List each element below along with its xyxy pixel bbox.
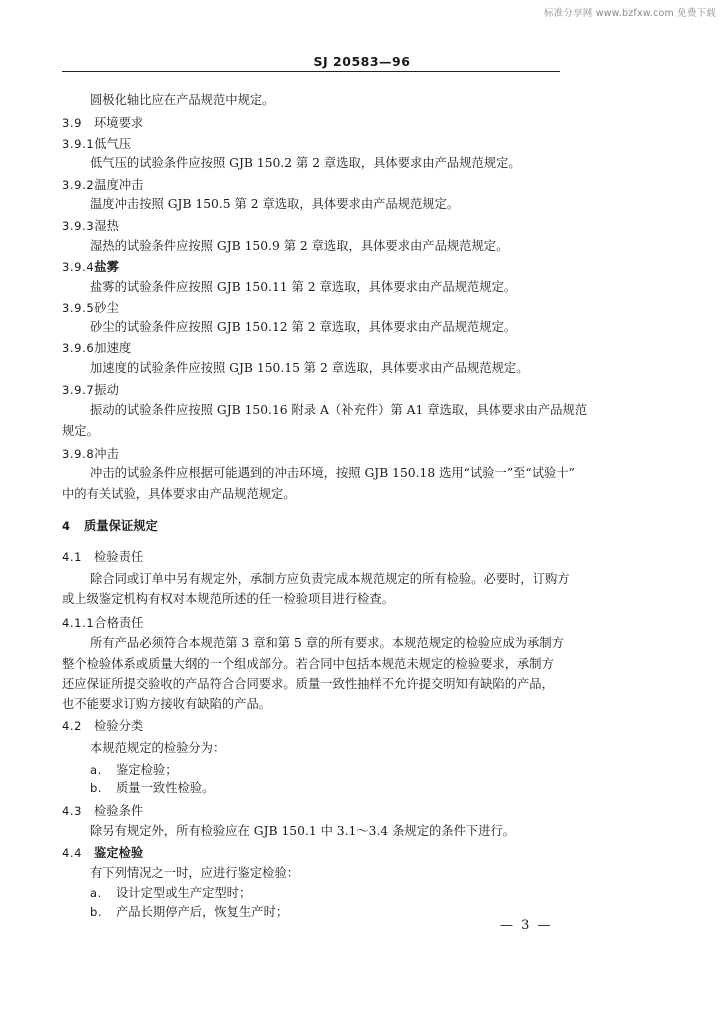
section-title: 盐雾: [94, 259, 119, 274]
line-text: 中的有关试验，具体要求由产品规范规定。: [62, 487, 296, 501]
section-heading: [62, 115, 143, 131]
section-heading: [62, 218, 119, 234]
paragraph-line: [62, 591, 394, 607]
line-text: 还应保证所提交验收的产品符合合同要求。质量一致性抽样不允许提交明知有缺陷的产品，: [62, 677, 554, 691]
section-heading: [62, 803, 143, 819]
line-text: 设计定型或生产定型时；: [116, 886, 252, 900]
line-text: 低气压的试验条件应按照 GJB 150.2 第 2 章选取，具体要求由产品规范规定。: [90, 156, 521, 170]
section-heading: [62, 718, 143, 734]
section-heading: [62, 845, 143, 861]
section-number: 4.1: [62, 550, 83, 564]
list-item: [90, 904, 288, 920]
section-number: 3.9.2: [62, 178, 95, 192]
section-title: 湿热: [94, 219, 119, 233]
line-text: 加速度的试验条件应按照 GJB 150.15 第 2 章选取，具体要求由产品规范规定。: [90, 361, 529, 375]
line-text: 有下列情况之一时，应进行鉴定检验：: [90, 866, 300, 880]
paragraph-line: [90, 465, 575, 481]
section-title: 检验条件: [94, 804, 144, 818]
line-text: 所有产品必须符合本规范第 3 章和第 5 章的所有要求。本规范规定的检验应成为承制方: [90, 636, 564, 650]
line-text: 砂尘的试验条件应按照 GJB 150.12 第 2 章选取，具体要求由产品规范规定。: [90, 320, 517, 334]
paragraph-line: [62, 423, 99, 439]
section-heading: [62, 615, 143, 631]
paragraph-line: [90, 635, 564, 651]
section-title: 检验分类: [94, 719, 144, 733]
line-text: 产品长期停产后，恢复生产时；: [116, 905, 289, 919]
line-text: 除合同或订单中另有规定外，承制方应负责完成本规范规定的所有检验。必要时，订购方: [90, 572, 570, 586]
page-number: — 3 —: [500, 918, 553, 933]
section-number: 3.9.7: [62, 383, 95, 397]
section-number: 3.9.5: [62, 301, 95, 315]
paragraph-line: [90, 865, 299, 881]
line-text: 圆极化轴比应在产品规范中规定。: [90, 93, 275, 107]
paragraph-line: [62, 656, 554, 672]
line-text: 温度冲击按照 GJB 150.5 第 2 章选取，具体要求由产品规范规定。: [90, 197, 460, 211]
paragraph-line: [90, 155, 521, 171]
section-title: 砂尘: [94, 301, 119, 315]
section-heading: [62, 549, 143, 565]
list-marker: a.: [90, 763, 102, 777]
paragraph-line: [90, 319, 516, 335]
section-number: 3.9.8: [62, 447, 95, 461]
paragraph-line: [90, 92, 274, 108]
section-heading: [62, 300, 119, 316]
section-number: 4.2: [62, 719, 83, 733]
line-text: 鉴定检验；: [116, 763, 178, 777]
line-text: 冲击的试验条件应根据可能遇到的冲击环境，按照 GJB 150.18 选用“试验一”至“试验十”: [90, 466, 575, 480]
section-heading: [62, 259, 119, 275]
section-title: 温度冲击: [94, 178, 144, 192]
paragraph-line: [90, 740, 225, 756]
paragraph-line: [62, 696, 271, 712]
section-title: 合格责任: [94, 616, 144, 630]
section-title: 冲击: [94, 447, 119, 461]
line-text: 规定。: [62, 424, 99, 438]
header-divider: [62, 71, 560, 72]
line-text: 也不能要求订购方接收有缺陷的产品。: [62, 697, 272, 711]
line-text: 振动的试验条件应按照 GJB 150.16 附录 A（补充件）第 A1 章选取，具体要求由产品规范: [90, 403, 588, 417]
section-number: 4.4: [62, 846, 83, 860]
paragraph-line: [62, 486, 296, 502]
section-heading: [62, 382, 119, 398]
list-item: [90, 780, 214, 796]
list-item: [90, 762, 178, 778]
line-text: 本规范规定的检验分为：: [90, 741, 226, 755]
paragraph-line: [62, 676, 554, 692]
section-title: 加速度: [94, 341, 132, 355]
site-watermark: 标准分享网 www.bzfxw.com 免费下载: [544, 8, 716, 19]
line-text: 或上级鉴定机构有权对本规范所述的任一检验项目进行检查。: [62, 592, 395, 606]
section-title: 振动: [94, 383, 119, 397]
section-heading: [62, 446, 119, 462]
section-number: 4.1.1: [62, 616, 95, 630]
section-title: 低气压: [94, 137, 132, 151]
line-text: 质量一致性检验。: [116, 781, 215, 795]
section-heading: [62, 518, 158, 534]
paragraph-line: [90, 279, 516, 295]
section-title: 环境要求: [94, 116, 144, 130]
section-title: 鉴定检验: [94, 845, 144, 860]
paragraph-line: [90, 238, 508, 254]
section-number: 4.3: [62, 804, 83, 818]
section-number: 3.9.3: [62, 219, 95, 233]
section-number: 4: [62, 519, 71, 533]
paragraph-line: [90, 196, 459, 212]
list-marker: b.: [90, 905, 103, 919]
line-text: 除另有规定外，所有检验应在 GJB 150.1 中 3.1～3.4 条规定的条件下进行。: [90, 824, 516, 838]
section-title: 检验责任: [94, 550, 144, 564]
line-text: 整个检验体系或质量大纲的一个组成部分。若合同中包括本规范未规定的检验要求，承制方: [62, 657, 554, 671]
section-number: 3.9.4: [62, 260, 95, 274]
paragraph-line: [90, 360, 529, 376]
section-number: 3.9.1: [62, 137, 95, 151]
list-marker: b.: [90, 781, 103, 795]
line-text: 盐雾的试验条件应按照 GJB 150.11 第 2 章选取，具体要求由产品规范规定。: [90, 280, 517, 294]
section-title: 质量保证规定: [84, 518, 158, 533]
paragraph-line: [90, 823, 515, 839]
section-heading: [62, 340, 131, 356]
line-text: 湿热的试验条件应按照 GJB 150.9 第 2 章选取，具体要求由产品规范规定。: [90, 239, 509, 253]
paragraph-line: [90, 402, 587, 418]
section-heading: [62, 177, 143, 193]
list-item: [90, 885, 251, 901]
document-id-header: SJ 20583—96: [313, 54, 411, 69]
section-heading: [62, 136, 131, 152]
section-number: 3.9.6: [62, 341, 95, 355]
paragraph-line: [90, 571, 570, 587]
list-marker: a.: [90, 886, 102, 900]
section-number: 3.9: [62, 116, 83, 130]
